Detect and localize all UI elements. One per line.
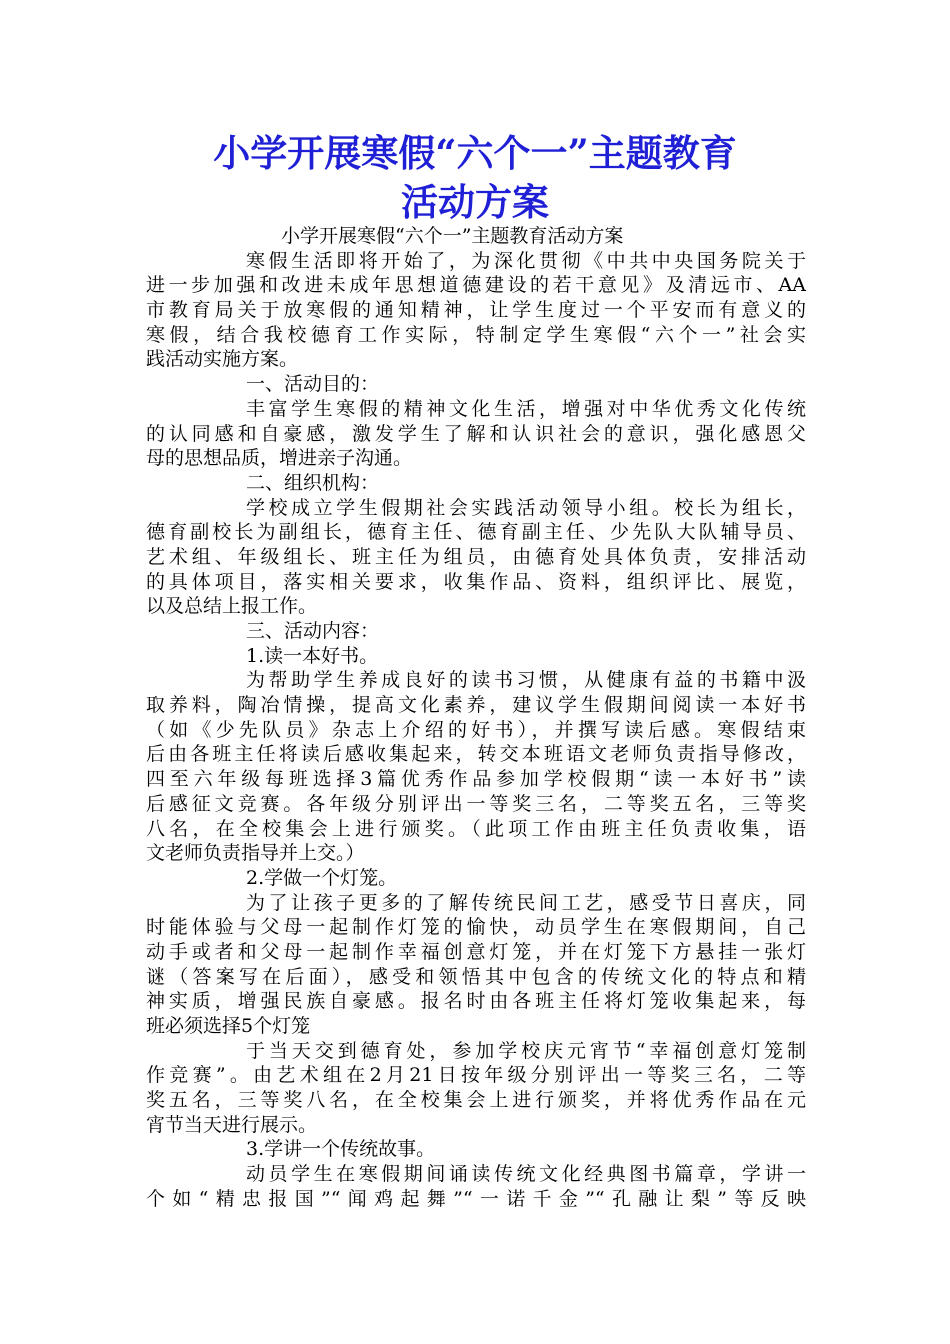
document-title-line-1: 小学开展寒假“六个一”主题教育: [213, 131, 737, 175]
paragraph-line: 为帮助学生养成良好的读书习惯，从健康有益的书籍中汲: [246, 669, 806, 692]
subtitle-line: 小学开展寒假“六个一”主题教育活动方案: [281, 225, 624, 247]
paragraph-line: 学校成立学生假期社会实践活动领导小组。校长为组长，: [246, 496, 806, 519]
paragraph-line: 后感征文竞赛。各年级分别评出一等奖三名，二等奖五名，三等奖: [146, 792, 806, 815]
paragraph-line: 艺术组、年级组长、班主任为组员，由德育处具体负责，安排活动: [146, 545, 806, 568]
section-heading: 三、活动内容：: [246, 620, 380, 642]
section-heading: 二、组织机构：: [246, 471, 380, 494]
paragraph-line: 丰富学生寒假的精神文化生活，增强对中华优秀文化传统: [246, 397, 806, 420]
paragraph-line: 市教育局关于放寒假的通知精神，让学生度过一个平安而有意义的: [146, 299, 806, 322]
paragraph-line: 宵节当天进行展示。: [146, 1113, 318, 1136]
item-heading: 3.学讲一个传统故事。: [246, 1138, 436, 1161]
paragraph-line: 进一步加强和改进未成年思想道德建设的若干意见》及清远市、AA: [146, 274, 806, 297]
paragraph-line: 以及总结上报工作。: [146, 595, 318, 618]
paragraph-line: 八名，在全校集会上进行颁奖。（此项工作由班主任负责收集，语: [146, 817, 806, 840]
paragraph-line: 为了让孩子更多的了解传统民间工艺，感受节日喜庆，同: [246, 891, 806, 914]
paragraph-line: 文老师负责指导并上交。）: [146, 842, 365, 865]
paragraph-line: 取养料，陶冶情操，提高文化素养，建议学生假期间阅读一本好书: [146, 694, 806, 717]
paragraph-line: 时能体验与父母一起制作灯笼的愉快，动员学生在寒假期间，自己: [146, 916, 806, 939]
document-title-line-2: 活动方案: [401, 180, 549, 224]
paragraph-line: 后由各班主任将读后感收集起来，转交本班语文老师负责指导修改，: [146, 743, 806, 766]
document-body: [146, 224, 806, 1212]
paragraph-line: 母的思想品质，增进亲子沟通。: [146, 447, 413, 470]
paragraph-line: 作竞赛”。由艺术组在2月21日按年级分别评出一等奖三名，二等: [146, 1064, 806, 1087]
paragraph-line: 动手或者和父母一起制作幸福创意灯笼，并在灯笼下方悬挂一张灯: [146, 940, 806, 963]
paragraph-line: 四至六年级每班选择3篇优秀作品参加学校假期“读一本好书”读: [146, 768, 806, 791]
paragraph-line: 寒假，结合我校德育工作实际，特制定学生寒假“六个一”社会实: [146, 323, 806, 346]
paragraph-line: 班必须选择5个灯笼: [146, 1015, 311, 1037]
item-heading: 2.学做一个灯笼。: [246, 866, 398, 889]
paragraph-line: 践活动实施方案。: [146, 348, 299, 371]
paragraph-line: 于当天交到德育处，参加学校庆元宵节“幸福创意灯笼制: [246, 1039, 806, 1062]
paragraph-line: 的认同感和自豪感，激发学生了解和认识社会的意识，强化感恩父: [146, 422, 806, 445]
item-heading: 1.读一本好书。: [246, 644, 379, 667]
paragraph-line: 奖五名，三等奖八名，在全校集会上进行颁奖，并将优秀作品在元: [146, 1089, 806, 1112]
paragraph-line: 神实质，增强民族自豪感。报名时由各班主任将灯笼收集起来，每: [146, 990, 806, 1013]
paragraph-line: 德育副校长为副组长，德育主任、德育副主任、少先队大队辅导员、: [146, 521, 806, 544]
paragraph-line: （如《少先队员》杂志上介绍的好书），并撰写读后感。寒假结束: [146, 718, 806, 741]
section-heading: 一、活动目的：: [246, 373, 380, 396]
paragraph-line: 谜（答案写在后面），感受和领悟其中包含的传统文化的特点和精: [146, 965, 806, 988]
paragraph-line: 寒假生活即将开始了，为深化贯彻《中共中央国务院关于: [246, 249, 806, 272]
paragraph-line: 个如“精忠报国”“闻鸡起舞”“一诺千金”“孔融让梨”等反映: [146, 1187, 806, 1210]
paragraph-line: 动员学生在寒假期间诵读传统文化经典图书篇章，学讲一: [246, 1163, 806, 1186]
paragraph-line: 的具体项目，落实相关要求，收集作品、资料，组织评比、展览，: [146, 570, 806, 593]
